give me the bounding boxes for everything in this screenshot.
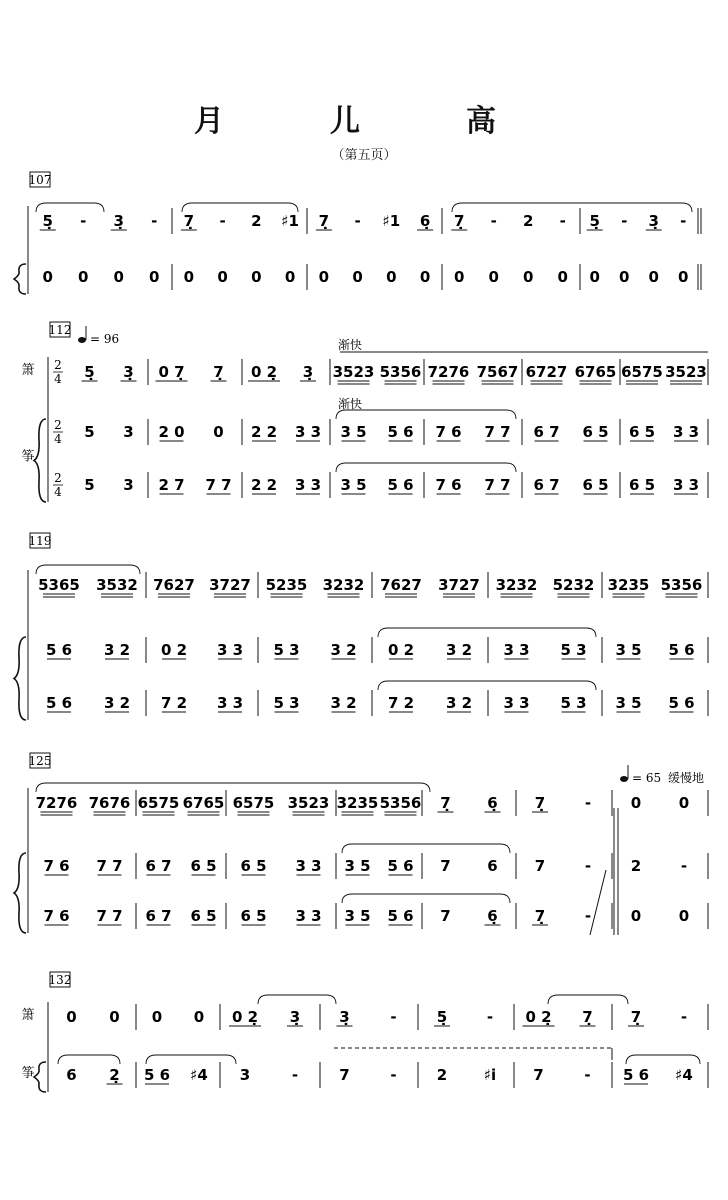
note: 6: [66, 1066, 77, 1084]
note: 7 2: [387, 694, 415, 712]
note: 3̣: [648, 212, 659, 230]
note: 2 2: [250, 423, 278, 441]
note: 6̣: [487, 794, 498, 812]
note: 3̣: [339, 1008, 350, 1026]
note: 5232: [552, 576, 595, 594]
note: -: [584, 1066, 591, 1084]
note: 0: [217, 268, 228, 286]
note: 3̣: [123, 363, 134, 381]
note: -: [151, 212, 158, 230]
note: 3 3: [672, 476, 700, 494]
note: 7 2: [160, 694, 188, 712]
note: 7̣: [582, 1008, 593, 1026]
note: 2 2: [250, 476, 278, 494]
note: 6 5: [240, 857, 267, 875]
note: 7: [534, 857, 546, 875]
note: 3: [123, 423, 134, 441]
note: 5356: [379, 794, 422, 812]
note: 0: [78, 268, 89, 286]
note: 0: [318, 268, 330, 286]
note: -: [680, 857, 688, 875]
note: -: [390, 1008, 397, 1026]
note: -: [584, 857, 592, 875]
note: 7̣: [534, 907, 546, 925]
phrase-slur: [336, 410, 516, 419]
note: 7567: [476, 363, 519, 381]
note: 0: [589, 268, 600, 286]
note: 5̣: [589, 212, 600, 230]
note: 3235: [336, 794, 379, 812]
note: 5 6: [45, 641, 73, 659]
note: 3̣: [113, 212, 124, 230]
note: 0 2̣: [231, 1008, 259, 1026]
note: 0: [678, 268, 689, 286]
note: 3 5: [340, 423, 367, 441]
note: 6 7: [145, 857, 172, 875]
note: 0: [454, 268, 465, 286]
instrument-label-zheng: 筝: [21, 1066, 35, 1081]
instrument-label-zheng: 筝: [21, 449, 35, 465]
note: 3 3: [503, 641, 530, 659]
note: 7: [339, 1066, 350, 1084]
note: -: [584, 907, 592, 925]
note: 7 7: [484, 423, 511, 441]
note: 7 6: [435, 476, 462, 494]
note: 7627: [380, 576, 422, 594]
note: -: [80, 212, 87, 230]
phrase-slur: [36, 565, 140, 574]
note: 3532: [96, 576, 138, 594]
note: 7̣: [213, 363, 224, 381]
note: 3523: [332, 363, 375, 381]
phrase-slur: [36, 783, 430, 792]
phrase-slur: [548, 995, 628, 1004]
note: 5 6: [143, 1066, 171, 1084]
note: 3 3: [295, 907, 322, 925]
note: 0: [151, 1008, 163, 1026]
note: 0: [109, 1008, 120, 1026]
note: 3: [239, 1066, 251, 1084]
phrase-slur: [378, 628, 596, 637]
quarter-note-head-2: [620, 776, 628, 782]
note: 7 7: [96, 907, 123, 925]
note: 0: [183, 268, 195, 286]
note: 6 5: [190, 907, 217, 925]
phrase-slur: [452, 203, 692, 212]
note: 0: [284, 268, 296, 286]
note: 6 5: [628, 476, 656, 494]
note: 3 2: [445, 694, 473, 712]
note: 0: [251, 268, 262, 286]
note: -: [621, 212, 628, 230]
brace: [14, 264, 26, 294]
note: ♯1: [281, 212, 299, 230]
note: 6 7: [145, 907, 172, 925]
note: 7 6: [435, 423, 462, 441]
note: 6 5: [190, 857, 217, 875]
note: 0: [630, 794, 642, 812]
note: 0: [42, 268, 53, 286]
note: 5 6: [668, 641, 695, 659]
note: 0: [630, 907, 642, 925]
note: 5356: [379, 363, 422, 381]
glissando-arrow: [590, 870, 606, 935]
note: 3 3: [216, 641, 244, 659]
note: 5̣: [436, 1008, 448, 1026]
note: 5 6: [387, 423, 414, 441]
measure-number: 107: [28, 173, 52, 187]
tempo-marking-2: = 65: [632, 771, 662, 785]
note: 3 5: [344, 907, 371, 925]
note: 3 3: [294, 476, 322, 494]
note: 6 7: [533, 423, 560, 441]
note: 5 6: [668, 694, 695, 712]
note: -: [680, 212, 687, 230]
note: 0: [113, 268, 124, 286]
tempo-change-label-zheng: 渐快: [337, 397, 363, 411]
note: 0: [648, 268, 659, 286]
time-signature-top: 2: [54, 418, 62, 432]
note: -: [559, 212, 566, 230]
brace: [14, 637, 26, 720]
note: 0: [678, 794, 690, 812]
note: 0: [419, 268, 431, 286]
note: 7 7: [205, 476, 232, 494]
note: 3727: [209, 576, 251, 594]
note: 3 3: [294, 423, 322, 441]
note: 0: [149, 268, 160, 286]
brace: [34, 419, 46, 502]
note: 3232: [322, 576, 365, 594]
note: 3 2: [445, 641, 473, 659]
phrase-slur: [626, 1055, 700, 1064]
note: 0: [193, 1008, 205, 1026]
note: 0: [386, 268, 397, 286]
note: 6̣: [419, 212, 431, 230]
note: 3 5: [615, 641, 642, 659]
note: 6̣: [487, 907, 498, 925]
note: 0 7̣: [158, 363, 185, 381]
note: 6 5: [628, 423, 656, 441]
note: 3 2: [330, 694, 357, 712]
brace: [34, 1062, 46, 1092]
note: 2 0: [158, 423, 185, 441]
note: 7 6: [43, 857, 70, 875]
phrase-slur: [342, 844, 510, 853]
note: 6 5: [582, 476, 609, 494]
note: 6: [487, 857, 498, 875]
note: -: [390, 1066, 397, 1084]
note: 0: [557, 268, 568, 286]
note: 7276: [427, 363, 470, 381]
instrument-label-xiao: 箫: [21, 363, 35, 378]
note: 7627: [153, 576, 195, 594]
instrument-label-xiao: 箫: [21, 1008, 35, 1023]
note: 7 7: [96, 857, 123, 875]
note: 3727: [438, 576, 480, 594]
note: -: [490, 212, 497, 230]
phrase-slur: [258, 995, 336, 1004]
note: ♯4: [190, 1066, 208, 1084]
note: 5 3: [560, 641, 587, 659]
note: ♯1: [382, 212, 401, 230]
note: 0: [213, 423, 224, 441]
note: 5̣: [84, 363, 95, 381]
note: 6 5: [240, 907, 267, 925]
note: 2: [630, 857, 642, 875]
page-title: 月 儿 高: [194, 104, 534, 139]
phrase-slur: [342, 894, 510, 903]
note: 0: [352, 268, 363, 286]
note: 5 3: [273, 694, 300, 712]
note: 7̣: [318, 212, 330, 230]
note: 7: [440, 857, 451, 875]
note: 5235: [265, 576, 308, 594]
note: 6575: [232, 794, 275, 812]
note: 3 2: [330, 641, 357, 659]
time-signature-bottom: 4: [54, 485, 62, 499]
time-signature-top: 2: [54, 471, 62, 485]
note: 2̣: [109, 1066, 120, 1084]
note: -: [354, 212, 361, 230]
tempo-marking: = 96: [90, 332, 120, 346]
note: 3523: [665, 363, 707, 381]
phrase-slur: [58, 1055, 120, 1064]
note: 3 5: [615, 694, 642, 712]
note: 7276: [35, 794, 78, 812]
note: 6765: [182, 794, 225, 812]
note: 5 3: [273, 641, 300, 659]
phrase-slur: [336, 463, 516, 472]
note: 5 6: [387, 857, 414, 875]
note: 3 2: [103, 694, 131, 712]
note: 0 2: [387, 641, 415, 659]
note: 3 3: [216, 694, 244, 712]
note: 7676: [88, 794, 131, 812]
note: 2: [251, 212, 262, 230]
note: -: [219, 212, 226, 230]
note: 2 7: [158, 476, 185, 494]
note: 7̣: [534, 794, 546, 812]
note: ♯i: [483, 1066, 497, 1084]
note: 5365: [38, 576, 80, 594]
note: 0: [678, 907, 690, 925]
note: 7̣: [454, 212, 465, 230]
note: -: [486, 1008, 494, 1026]
note: 7̣: [440, 794, 451, 812]
tempo-change-label: 渐快: [337, 338, 363, 352]
note: 5 3: [560, 694, 587, 712]
note: 7: [440, 907, 451, 925]
note: 3 5: [344, 857, 371, 875]
note: 3 3: [295, 857, 322, 875]
note: 3523: [287, 794, 330, 812]
phrase-slur: [146, 1055, 236, 1064]
note: 3 2: [103, 641, 131, 659]
note: 6765: [574, 363, 617, 381]
note: 6727: [525, 363, 568, 381]
note: 0 2: [160, 641, 188, 659]
note: 5̣: [42, 212, 53, 230]
note: 5356: [660, 576, 703, 594]
note: ♯4: [675, 1066, 693, 1084]
note: 5: [84, 476, 95, 494]
note: 0: [523, 268, 534, 286]
measure-number: 125: [28, 754, 52, 768]
note: 0: [619, 268, 630, 286]
note: 5: [84, 423, 95, 441]
note: -: [584, 794, 592, 812]
quarter-note-head: [78, 337, 86, 343]
measure-number: 112: [48, 323, 72, 337]
note: 6 5: [582, 423, 609, 441]
measure-number: 119: [28, 534, 52, 548]
note: 3235: [607, 576, 650, 594]
note: 7 7: [484, 476, 511, 494]
time-signature-top: 2: [54, 358, 62, 372]
brace: [14, 853, 26, 933]
note: 3 3: [503, 694, 530, 712]
note: -: [291, 1066, 299, 1084]
note: 7 6: [43, 907, 70, 925]
note: 5 6: [45, 694, 73, 712]
note: 6 7: [533, 476, 560, 494]
page-subtitle: （第五页）: [331, 148, 397, 163]
note: 5 6: [622, 1066, 650, 1084]
note: 6575: [621, 363, 663, 381]
note: 3 3: [672, 423, 700, 441]
note: 2: [436, 1066, 448, 1084]
note: 3: [123, 476, 134, 494]
note: 0: [66, 1008, 77, 1026]
time-signature-bottom: 4: [54, 432, 62, 446]
note: 2: [523, 212, 534, 230]
tempo-description: 缓慢地: [668, 771, 705, 785]
note: 7̣: [630, 1008, 642, 1026]
note: 6575: [137, 794, 180, 812]
phrase-slur: [378, 681, 596, 690]
time-signature-bottom: 4: [54, 372, 62, 386]
note: 0 2̣: [250, 363, 278, 381]
note: 3232: [495, 576, 538, 594]
note: 0: [488, 268, 499, 286]
measure-number: 132: [48, 973, 72, 987]
note: 3̣: [289, 1008, 301, 1026]
note: 5 6: [387, 476, 414, 494]
note: -: [680, 1008, 688, 1026]
phrase-slur: [182, 203, 298, 212]
note: 5 6: [387, 907, 414, 925]
note: 0 2̣: [525, 1008, 552, 1026]
note: 3̣: [302, 363, 314, 381]
note: 3 5: [340, 476, 367, 494]
note: 7: [533, 1066, 544, 1084]
note: 7̣: [183, 212, 195, 230]
phrase-slur: [36, 203, 104, 212]
